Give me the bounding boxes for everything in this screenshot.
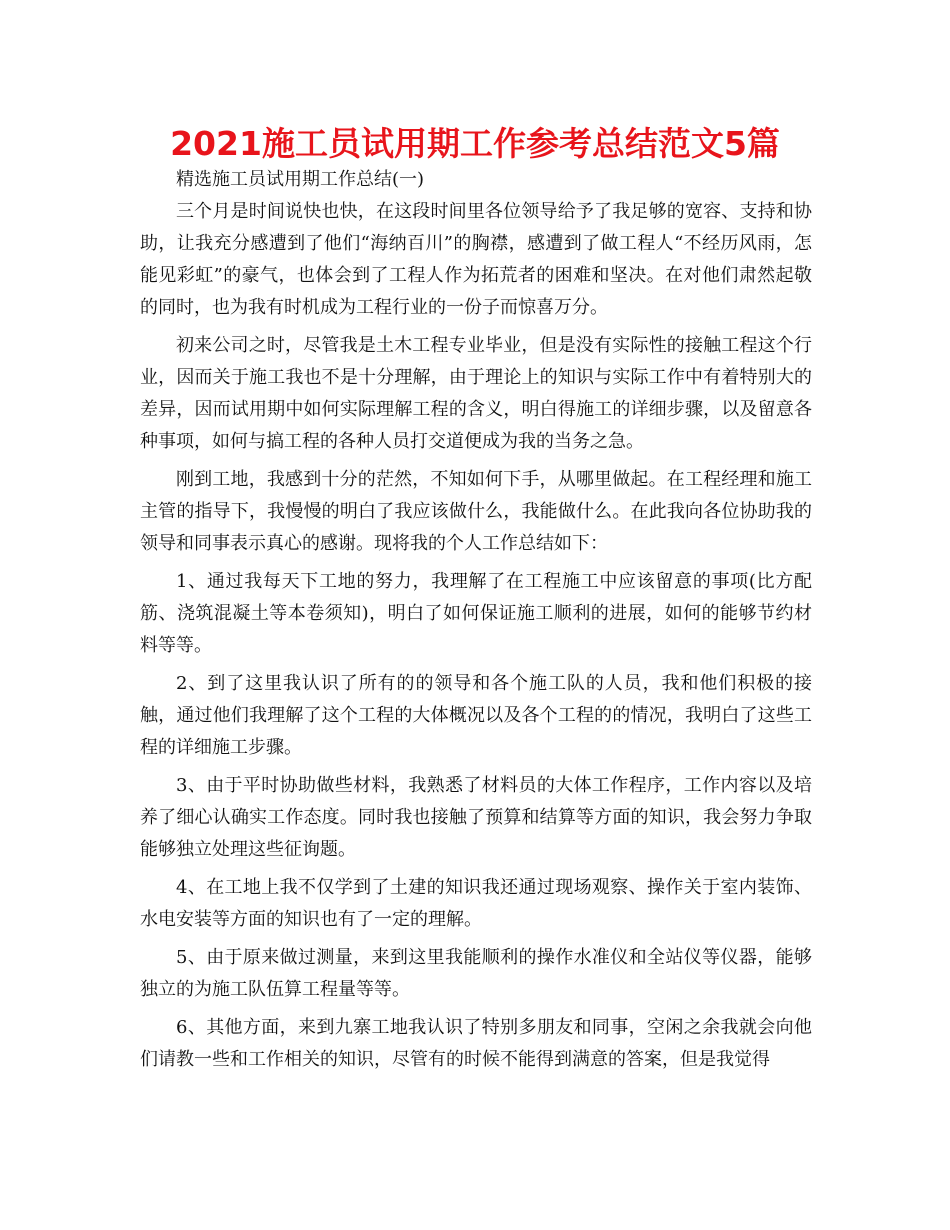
paragraph: 三个月是时间说快也快，在这段时间里各位领导给予了我足够的宽容、支持和协助，让我充分感遭到了他们“海纳百川”的胸襟，感遭到了做工程人“不经历风雨，怎能见彩虹”的豪气，也体会到了工程人作为拓荒者的困难和坚决。在对他们肃然起敬的同时，也为我有时机成为工程行业的一份子而惊喜万分。 <box>140 201 812 318</box>
section-heading: 精选施工员试用期工作总结(一) <box>176 169 425 190</box>
list-item: 3、由于平时协助做些材料，我熟悉了材料员的大体工作程序，工作内容以及培养了细心认确实工作态度。同时我也接触了预算和结算等方面的知识，我会努力争取能够独立处理这些征询题。 <box>140 775 812 860</box>
list-item: 4、在工地上我不仅学到了土建的知识我还通过现场观察、操作关于室内装饰、水电安装等方面的知识也有了一定的理解。 <box>140 877 812 930</box>
list-item: 6、其他方面，来到九寨工地我认识了特别多朋友和同事，空闲之余我就会向他们请教一些和工作相关的知识，尽管有的时候不能得到满意的答案，但是我觉得 <box>140 1017 812 1070</box>
list-item: 5、由于原来做过测量，来到这里我能顺利的操作水准仪和全站仪等仪器，能够独立的为施工队伍算工程量等等。 <box>140 947 812 1000</box>
paragraph: 刚到工地，我感到十分的茫然，不知如何下手，从哪里做起。在工程经理和施工主管的指导下，我慢慢的明白了我应该做什么，我能做什么。在此我向各位协助我的领导和同事表示真心的感谢。现将我的个人工作总结如下： <box>140 469 812 554</box>
list-item: 2、到了这里我认识了所有的的领导和各个施工队的人员，我和他们积极的接触，通过他们我理解了这个工程的大体概况以及各个工程的的情况，我明白了这些工程的详细施工步骤。 <box>140 673 812 758</box>
paragraph: 初来公司之时，尽管我是土木工程专业毕业，但是没有实际性的接触工程这个行业，因而关于施工我也不是十分理解，由于理论上的知识与实际工作中有着特别大的差异，因而试用期中如何实际理解工程的含义，明白得施工的详细步骤，以及留意各种事项，如何与搞工程的各种人员打交道便成为我的当务之急。 <box>140 335 812 452</box>
list-item: 1、通过我每天下工地的努力，我理解了在工程施工中应该留意的事项(比方配筋、浇筑混凝土等本卷须知)，明白了如何保证施工顺利的进展，如何的能够节约材料等等。 <box>140 571 812 656</box>
document-title: 2021施工员试用期工作参考总结范文5篇 <box>170 124 780 163</box>
document-body <box>140 164 812 1076</box>
